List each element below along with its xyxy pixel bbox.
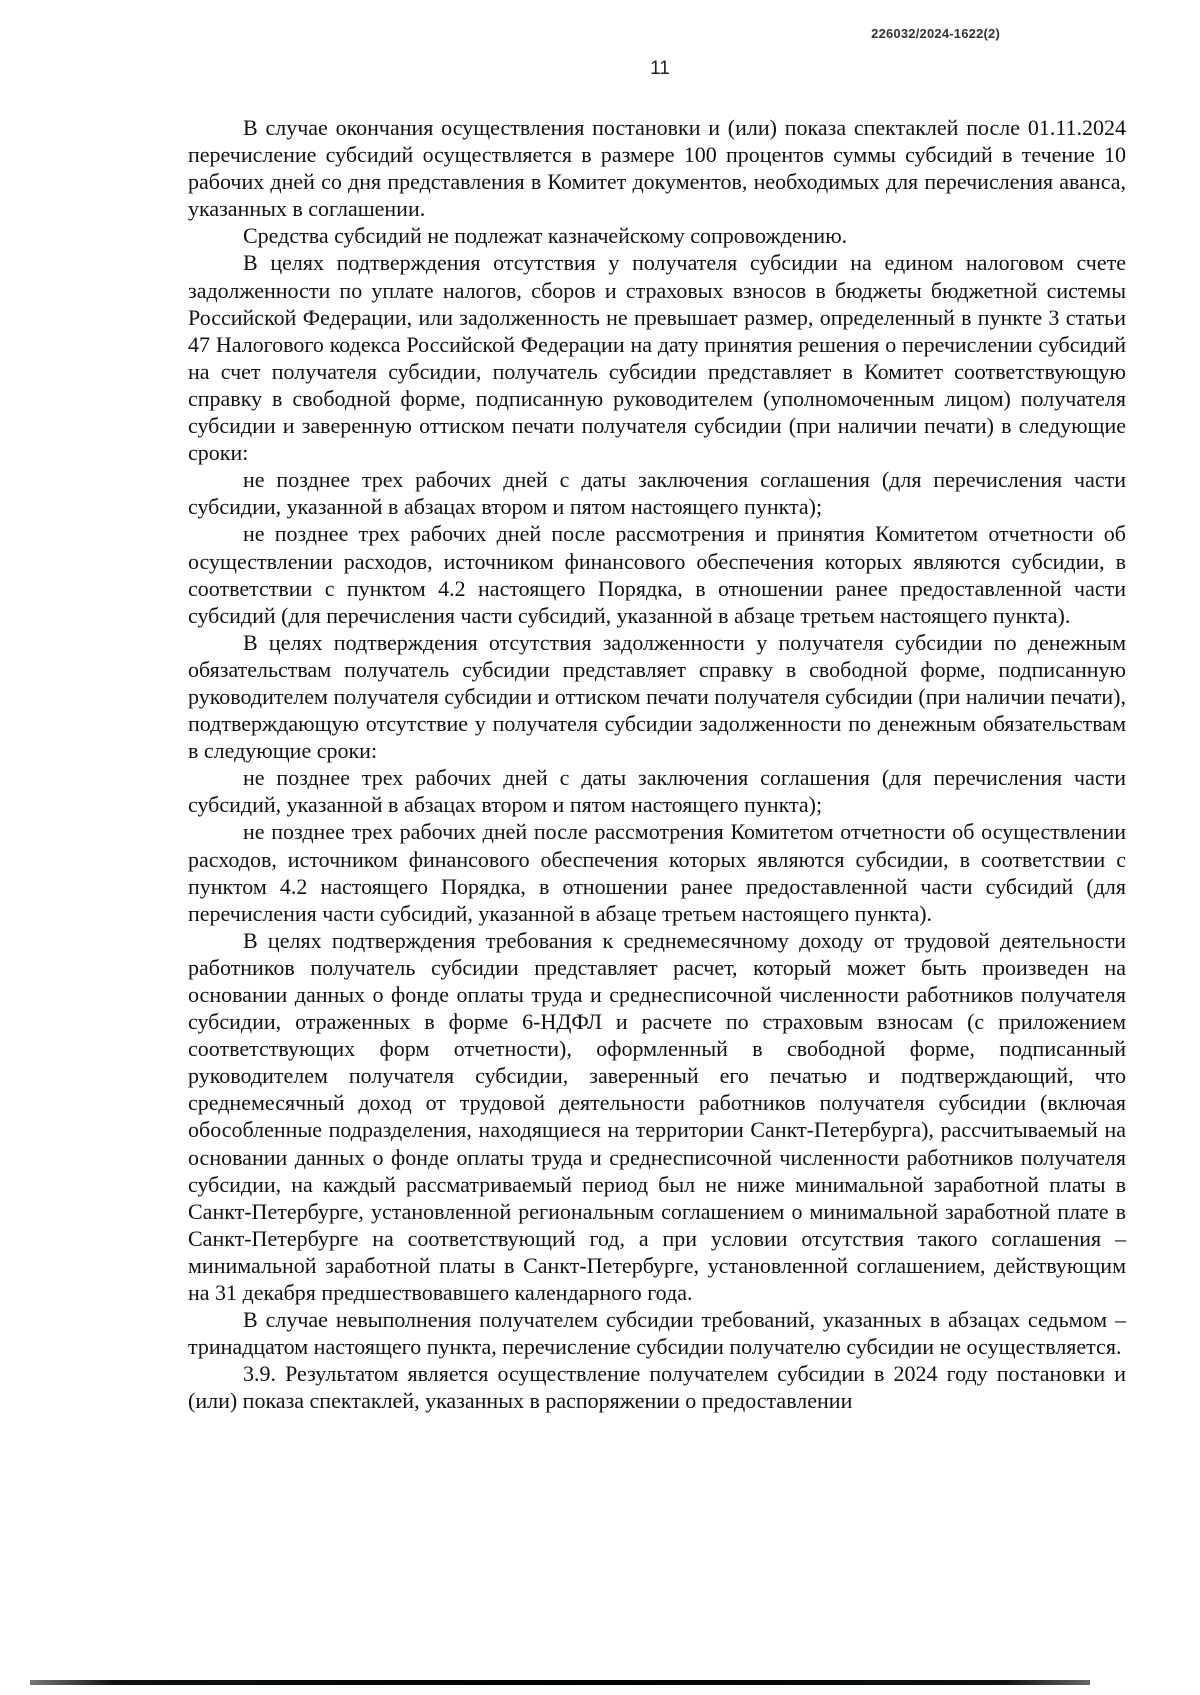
- page-number: 11: [650, 58, 670, 79]
- document-registration-number: 226032/2024-1622(2): [871, 26, 1000, 41]
- paragraph-deadline-agreement-2: не позднее трех рабочих дней с даты заключения соглашения (для перечисления части субсидий, указанной в абзацах втором и пятом настоящего пункта);: [188, 765, 1126, 818]
- paragraph-subsidy-transfer-after-date: В случае окончания осуществления постановки и (или) показа спектаклей после 01.11.2024 перечисление субсидий осуществляется в размере 100 процентов суммы субсидий в течение 10 рабочих дней со дня представления в Комитет документов, необходимых для перечисления аванса, указанных в соглашении.: [188, 115, 1126, 222]
- paragraph-deadline-report-acceptance: не позднее трех рабочих дней после рассмотрения и принятия Комитетом отчетности об осуществлении расходов, источником финансового обеспечения которых являются субсидии, в соответствии с пунктом 4.2 настоящего Порядка, в отношении ранее предоставленной части субсидий (для перечисления части субсидий, указанной в абзаце третьем настоящего пункта).: [188, 521, 1126, 628]
- paragraph-non-compliance: В случае невыполнения получателем субсидии требований, указанных в абзацах седьмом – тринадцатом настоящего пункта, перечисление субсидии получателю субсидии не осуществляется.: [188, 1307, 1126, 1360]
- paragraph-deadline-report-review: не позднее трех рабочих дней после рассмотрения Комитетом отчетности об осуществлении расходов, источником финансового обеспечения которых являются субсидии, в соответствии с пунктом 4.2 настоящего Порядка, в отношении ранее предоставленной части субсидий (для перечисления части субсидий, указанной в абзаце третьем настоящего пункта).: [188, 819, 1126, 926]
- paragraph-no-treasury-support: Средства субсидий не подлежат казначейскому сопровождению.: [243, 223, 848, 249]
- paragraph-deadline-agreement: не позднее трех рабочих дней с даты заключения соглашения (для перечисления части субсидии, указанной в абзацах втором и пятом настоящего пункта);: [188, 467, 1126, 520]
- paragraph-monetary-obligations-certificate: В целях подтверждения отсутствия задолженности у получателя субсидии по денежным обязательствам получатель субсидии представляет справку в свободной форме, подписанную руководителем получателя субсидии и оттиском печати получателя субсидии (при наличии печати), подтверждающую отсутствие у получателя субсидии задолженности по денежным обязательствам в следующие сроки:: [188, 629, 1126, 764]
- paragraph-average-income-requirement: В целях подтверждения требования к среднемесячному доходу от трудовой деятельности работников получатель субсидии представляет расчет, который может быть произведен на основании данных о фонде оплаты труда и среднесписочной численности работников получателя субсидии, отраженных в форме 6-НДФЛ и расчете по страховым взносам (с приложением соответствующих форм отчетности), оформленный в свободной форме, подписанный руководителем получателя субсидии, заверенный его печатью и подтверждающий, что среднемесячный доход от трудовой деятельности работников получателя субсидии (включая обособленные подразделения, находящиеся на территории Санкт-Петербурга), рассчитываемый на основании данных о фонде оплаты труда и среднесписочной численности работников получателя субсидии, на каждый рассматриваемый период был не ниже минимальной заработной платы в Санкт-Петербурге, установленной региональным соглашением о минимальной заработной плате в Санкт-Петербурге на соответствующий год, а при условии отсутствия такого соглашения – минимальной заработной платы в Санкт-Петербурге, установленной соглашением, действующим на 31 декабря предшествовавшего календарного года.: [188, 927, 1126, 1306]
- document-body: [188, 114, 1126, 1415]
- paragraph-tax-debt-certificate: В целях подтверждения отсутствия у получателя субсидии на едином налоговом счете задолженности по уплате налогов, сборов и страховых взносов в бюджеты бюджетной системы Российской Федерации, или задолженность не превышает размер, определенный в пункте 3 статьи 47 Налогового кодекса Российской Федерации на дату принятия решения о перечислении субсидий на счет получателя субсидии, получатель субсидии представляет в Комитет соответствующую справку в свободной форме, подписанную руководителем (уполномоченным лицом) получателя субсидии и заверенную оттиском печати получателя субсидии (при наличии печати) в следующие сроки:: [188, 250, 1126, 466]
- paragraph-result-3-9: 3.9. Результатом является осуществление получателем субсидии в 2024 году постановки и (или) показа спектаклей, указанных в распоряжении о предоставлении: [188, 1361, 1126, 1414]
- scan-bottom-edge-line: [30, 1680, 1090, 1685]
